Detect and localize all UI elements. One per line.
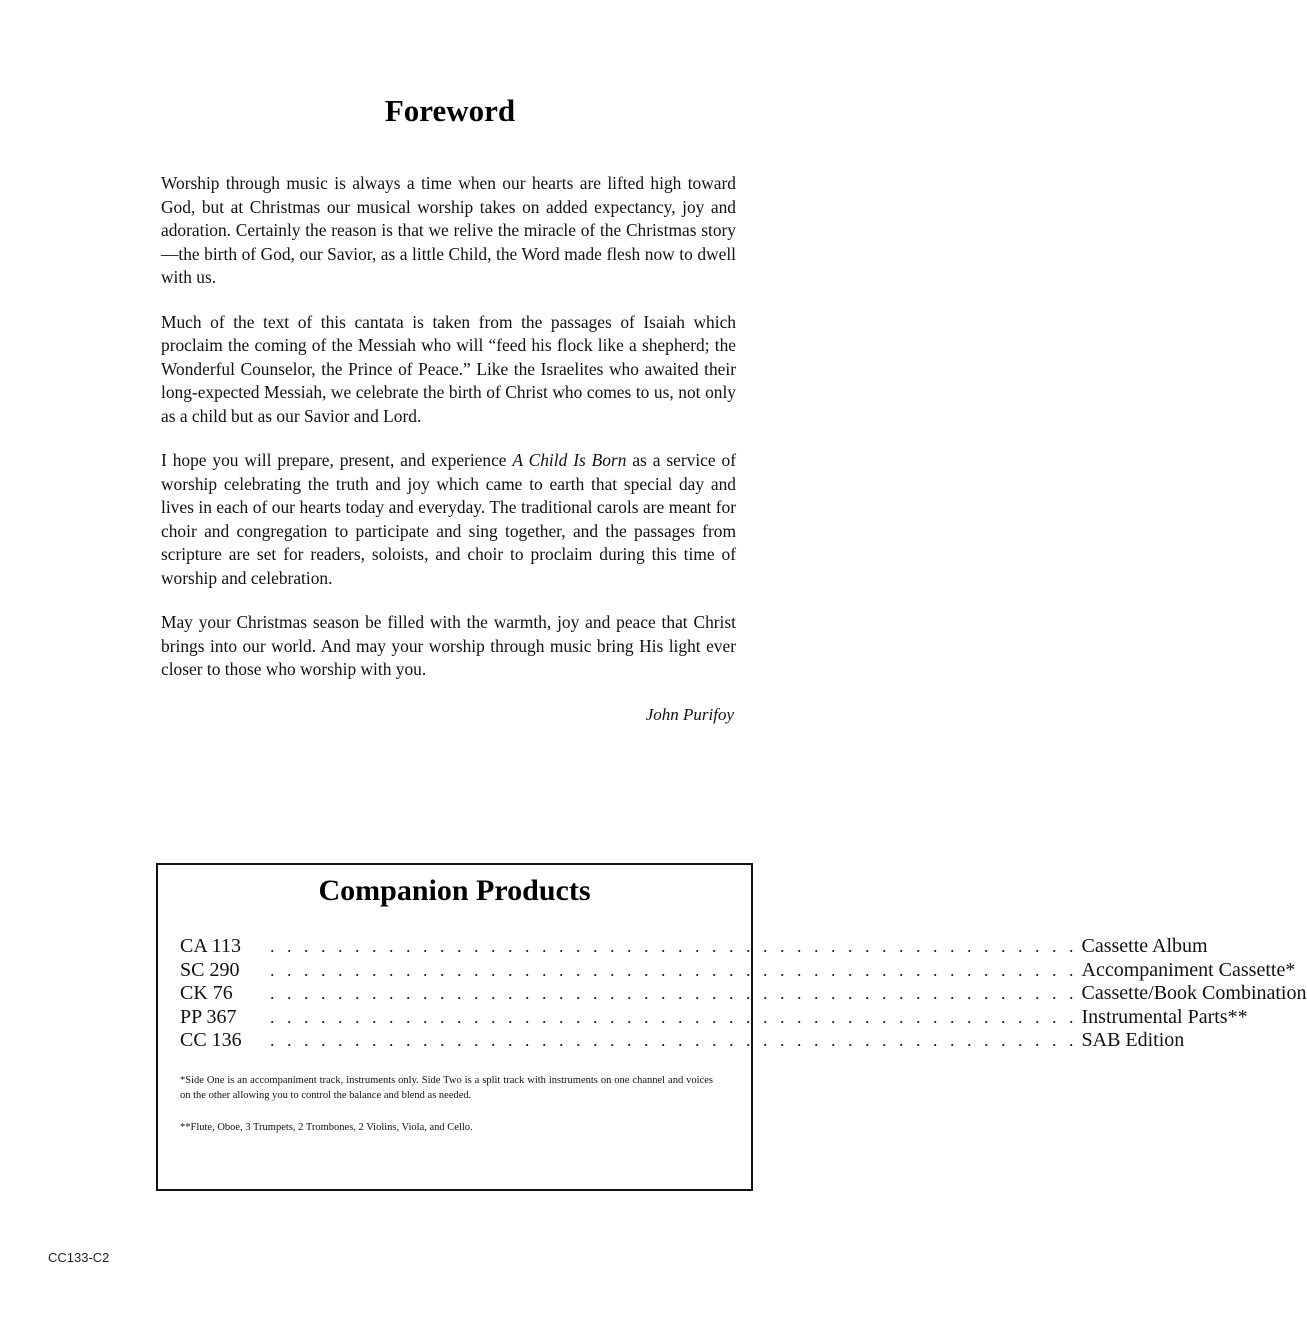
- foreword-paragraph-2: Much of the text of this cantata is taken from the passages of Isaiah which proclaim the coming of the Messiah who will “feed his flock like a shepherd; the Wonderful Counselor, the Prince of Peace.” Like the Israelites who awaited their long-expected Messiah, we celebrate the birth of Christ who comes to us, not only as a child but as our Savior and Lord.: [161, 311, 736, 426]
- foreword-paragraph-1: Worship through music is always a time when our hearts are lifted high toward God, but at Christmas our musical worship takes on added expectancy, joy and adoration. Certainly the reason is that we relive the miracle of the Christmas story—the birth of God, our Savior, as a little Child, the Word made flesh now to dwell with us.: [161, 173, 736, 287]
- footnote-accompaniment: *Side One is an accompaniment track, instruments only. Side Two is a split track with instruments on one channel and voices on the other allowing you to control the balance and blend as needed.: [180, 1074, 713, 1101]
- dot-leader: . . . . . . . . . . . . . . . . . . . . . . . . . . . . . . . . . . . . . . . . . . . . . . . .: [270, 983, 1078, 1003]
- page-title: Foreword: [384, 93, 516, 128]
- foreword-paragraph-4: May your Christmas season be filled with the warmth, joy and peace that Christ brings into our world. And may your worship through music bring His light ever closer to those who worship with you.: [161, 612, 736, 679]
- catalog-code: CC133-C2: [48, 1250, 110, 1265]
- author-signature: John Purifoy: [645, 704, 734, 724]
- product-code: CK 76: [180, 982, 233, 1004]
- dot-leader: . . . . . . . . . . . . . . . . . . . . . . . . . . . . . . . . . . . . . . . . . . . . . . . .: [270, 1006, 1078, 1027]
- dot-leader: . . . . . . . . . . . . . . . . . . . . . . . . . . . . . . . . . . . . . . . . . . . . . . . .: [270, 1030, 1078, 1050]
- product-name: SAB Edition: [1081, 1029, 1185, 1051]
- product-name: Cassette/Book Combination: [1081, 982, 1307, 1004]
- companion-products-box: [156, 863, 1307, 1191]
- paragraph-3-text-start: I hope you will prepare, present, and experience: [161, 450, 513, 470]
- footnote-instruments: **Flute, Oboe, 3 Trumpets, 2 Trombones, 2 Violins, Viola, and Cello.: [180, 1121, 473, 1133]
- foreword-body: [161, 172, 736, 726]
- product-name: Accompaniment Cassette*: [1081, 958, 1296, 981]
- foreword-paragraph-3: [161, 449, 736, 590]
- product-code: CC 136: [180, 1029, 242, 1051]
- product-row: [180, 1029, 1185, 1053]
- product-code: PP 367: [180, 1005, 237, 1028]
- product-row: [180, 982, 1307, 1006]
- companion-products-title: Companion Products: [318, 874, 591, 907]
- product-list: [180, 935, 1307, 1053]
- dot-leader: . . . . . . . . . . . . . . . . . . . . . . . . . . . . . . . . . . . . . . . . . . . . . . . .: [270, 936, 1078, 956]
- paragraph-3-text-end: as a service of worship celebrating the truth and joy which came to earth that special day and lives in each of our hearts today and everyday. The traditional carols are meant for choir and congregation to participate and sing together, and the passages from scripture are set for readers, soloists, and choir to proclaim during this time of worship and celebration.: [161, 450, 736, 588]
- product-name: Cassette Album: [1081, 935, 1208, 957]
- product-name: Instrumental Parts**: [1081, 1005, 1248, 1028]
- product-code: SC 290: [180, 958, 240, 981]
- product-row: [180, 958, 1296, 983]
- product-row: [180, 935, 1208, 959]
- product-row: [180, 1005, 1248, 1030]
- dot-leader: . . . . . . . . . . . . . . . . . . . . . . . . . . . . . . . . . . . . . . . . . . . . . . . .: [270, 959, 1078, 980]
- product-code: CA 113: [180, 935, 241, 957]
- cantata-title: A Child Is Born: [512, 450, 627, 470]
